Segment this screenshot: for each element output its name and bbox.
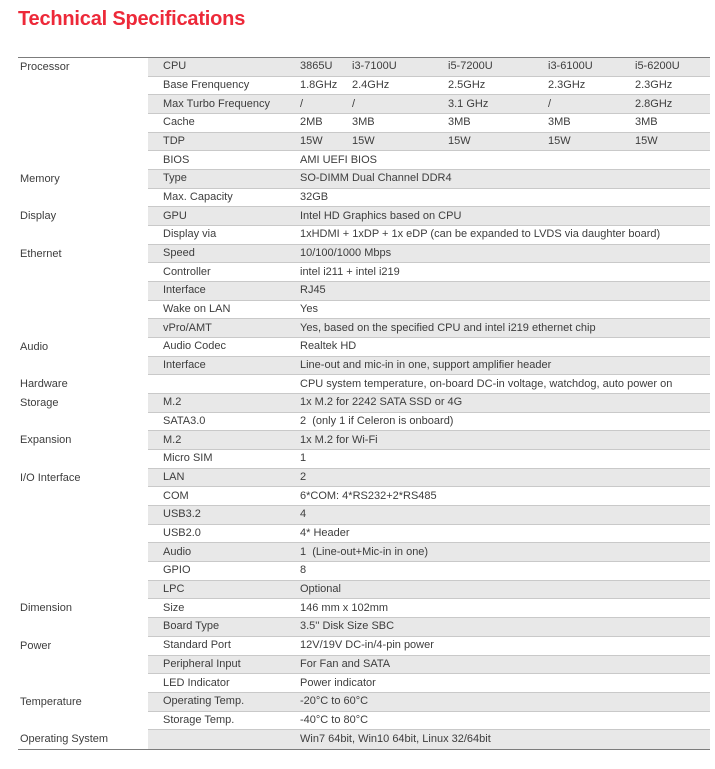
category-cell	[18, 207, 148, 226]
value-cell: 15W	[352, 135, 375, 148]
attr-label: Audio	[163, 546, 192, 558]
category-cell	[18, 450, 148, 469]
attr-label: LAN	[163, 472, 185, 484]
spec-row	[18, 431, 710, 450]
attr-label: LED Indicator	[163, 677, 230, 689]
spec-content-cell	[148, 693, 710, 712]
value-cell: 15W	[300, 135, 323, 148]
category-label: I/O Interface	[20, 471, 81, 484]
category-cell	[18, 114, 148, 133]
category-label: Memory	[20, 172, 60, 185]
value-cell: 1x M.2 for 2242 SATA SSD or 4G	[300, 396, 463, 409]
value-cell: 3MB	[635, 116, 658, 129]
value-cell: 12V/19V DC-in/4-pin power	[300, 639, 434, 652]
value-cell: i5-6200U	[635, 60, 680, 73]
spec-row	[18, 525, 710, 544]
spec-row	[18, 637, 710, 656]
attr-label: BIOS	[163, 154, 190, 166]
value-cell: 2.4GHz	[352, 79, 390, 91]
spec-table	[18, 57, 710, 750]
value-cell: 2.5GHz	[448, 79, 486, 91]
category-cell	[18, 282, 148, 301]
value-cell: i3-6100U	[548, 60, 593, 73]
value-cell: 8	[300, 564, 307, 577]
value-cell: /	[548, 97, 552, 110]
value-cell: Win7 64bit, Win10 64bit, Linux 32/64bit	[300, 733, 491, 746]
value-cell: i5-7200U	[448, 60, 493, 73]
spec-row	[18, 562, 710, 581]
value-cell: i3-7100U	[352, 60, 397, 73]
category-label: Processor	[20, 60, 70, 73]
category-label: Power	[20, 639, 52, 652]
spec-content-cell	[148, 525, 710, 544]
value-cell: /	[352, 97, 356, 110]
category-label: Audio	[20, 340, 49, 353]
spec-content-cell	[148, 450, 710, 469]
spec-row	[18, 730, 710, 749]
category-cell	[18, 525, 148, 544]
attr-label: GPIO	[163, 565, 191, 577]
attr-label: Board Type	[163, 621, 220, 633]
spec-row	[18, 189, 710, 208]
attr-label: Type	[163, 173, 187, 185]
category-cell	[18, 712, 148, 731]
spec-content-cell	[148, 581, 710, 600]
spec-row	[18, 151, 710, 170]
spec-content-cell	[148, 431, 710, 450]
category-cell	[18, 151, 148, 170]
spec-row	[18, 245, 710, 264]
spec-content-cell	[148, 319, 710, 338]
value-cell: 3.5'' Disk Size SBC	[300, 620, 395, 633]
category-cell	[18, 730, 148, 749]
spec-content-cell	[148, 263, 710, 282]
category-cell	[18, 637, 148, 656]
value-cell: 15W	[635, 135, 658, 148]
value-cell: intel i211 + intel i219	[300, 265, 400, 278]
category-label: Operating System	[20, 733, 109, 746]
category-cell	[18, 77, 148, 96]
spec-content-cell	[148, 599, 710, 618]
spec-row	[18, 338, 710, 357]
attr-label: GPU	[163, 210, 187, 222]
attr-label: CPU	[163, 61, 187, 73]
attr-label: Audio Codec	[163, 341, 226, 353]
category-cell	[18, 487, 148, 506]
spec-row	[18, 301, 710, 320]
spec-row	[18, 394, 710, 413]
spec-content-cell	[148, 413, 710, 432]
spec-content-cell	[148, 95, 710, 114]
category-label: Dimension	[20, 602, 72, 615]
value-cell: 1xHDMI + 1xDP + 1x eDP (can be expanded to LVDS via daughter board)	[300, 228, 661, 241]
spec-row	[18, 133, 710, 152]
value-cell: CPU system temperature, on-board DC-in voltage, watchdog, auto power on	[300, 377, 673, 390]
spec-content-cell	[148, 469, 710, 488]
value-cell: 1.8GHz	[300, 79, 338, 91]
value-cell: SO-DIMM Dual Channel DDR4	[300, 172, 452, 185]
category-label: Storage	[20, 396, 59, 409]
value-cell: 1	[300, 452, 307, 465]
spec-row	[18, 656, 710, 675]
attr-label: SATA3.0	[163, 416, 206, 428]
spec-row	[18, 58, 710, 77]
category-cell	[18, 562, 148, 581]
spec-content-cell	[148, 170, 710, 189]
value-cell: 2.8GHz	[635, 97, 673, 110]
spec-content-cell	[148, 301, 710, 320]
value-cell: /	[300, 97, 304, 110]
value-cell: Yes, based on the specified CPU and intel i219 ethernet chip	[300, 321, 596, 334]
spec-content-cell	[148, 656, 710, 675]
value-cell: 2	[300, 471, 307, 484]
category-label: Temperature	[20, 695, 82, 708]
spec-content-cell	[148, 637, 710, 656]
category-cell	[18, 618, 148, 637]
spec-row	[18, 282, 710, 301]
attr-label: Storage Temp.	[163, 714, 235, 726]
attr-label: Micro SIM	[163, 453, 213, 465]
spec-row	[18, 618, 710, 637]
spec-content-cell	[148, 189, 710, 208]
attr-label: M.2	[163, 397, 182, 409]
value-cell: -40°C to 80°C	[300, 713, 369, 726]
category-cell	[18, 357, 148, 376]
value-cell: 3MB	[352, 116, 375, 129]
category-cell	[18, 506, 148, 525]
category-cell	[18, 543, 148, 562]
value-cell: 15W	[448, 135, 471, 148]
category-cell	[18, 58, 148, 77]
attr-label: Controller	[163, 266, 211, 278]
category-cell	[18, 431, 148, 450]
category-cell	[18, 693, 148, 712]
attr-label: Max. Capacity	[163, 192, 233, 204]
attr-label: Standard Port	[163, 640, 231, 652]
spec-content-cell	[148, 730, 710, 749]
spec-row	[18, 469, 710, 488]
attr-label: Display via	[163, 229, 217, 241]
attr-label: COM	[163, 490, 189, 502]
attr-label: TDP	[163, 136, 185, 148]
attr-label: LPC	[163, 584, 185, 596]
spec-content-cell	[148, 618, 710, 637]
attr-label: Interface	[163, 360, 206, 372]
attr-label: Operating Temp.	[163, 696, 245, 708]
attr-label: vPro/AMT	[163, 322, 212, 334]
spec-row	[18, 506, 710, 525]
attr-label: Wake on LAN	[163, 304, 231, 316]
category-cell	[18, 375, 148, 394]
spec-row	[18, 413, 710, 432]
spec-row	[18, 263, 710, 282]
value-cell: 10/100/1000 Mbps	[300, 247, 392, 260]
spec-content-cell	[148, 133, 710, 152]
category-cell	[18, 189, 148, 208]
attr-label: Cache	[163, 117, 195, 129]
spec-content-cell	[148, 151, 710, 170]
page-title: Technical Specifications	[18, 8, 246, 30]
spec-content-cell	[148, 487, 710, 506]
attr-label: Speed	[163, 248, 195, 260]
spec-content-cell	[148, 226, 710, 245]
value-cell: 3MB	[548, 116, 571, 129]
category-cell	[18, 469, 148, 488]
category-cell	[18, 133, 148, 152]
category-cell	[18, 245, 148, 264]
value-cell: Realtek HD	[300, 340, 357, 353]
spec-row	[18, 712, 710, 731]
attr-label: Base Frenquency	[163, 80, 250, 91]
category-label: Ethernet	[20, 247, 62, 260]
spec-row	[18, 95, 710, 114]
value-cell: For Fan and SATA	[300, 657, 391, 670]
attr-label: Max Turbo Frequency	[163, 98, 270, 110]
spec-row	[18, 207, 710, 226]
category-cell	[18, 338, 148, 357]
spec-row	[18, 375, 710, 394]
value-cell: 3MB	[448, 116, 471, 129]
value-cell: 2 (only 1 if Celeron is onboard)	[300, 415, 454, 428]
spec-row	[18, 693, 710, 712]
spec-content-cell	[148, 245, 710, 264]
category-cell	[18, 674, 148, 693]
spec-row	[18, 487, 710, 506]
category-cell	[18, 394, 148, 413]
category-cell	[18, 263, 148, 282]
attr-label: USB2.0	[163, 528, 201, 540]
spec-content-cell	[148, 543, 710, 562]
category-cell	[18, 656, 148, 675]
value-cell: 3.1 GHz	[448, 97, 489, 110]
spec-content-cell	[148, 357, 710, 376]
spec-row	[18, 581, 710, 600]
spec-content-cell	[148, 77, 710, 96]
spec-row	[18, 599, 710, 618]
spec-row	[18, 319, 710, 338]
category-cell	[18, 581, 148, 600]
category-cell	[18, 413, 148, 432]
category-cell	[18, 301, 148, 320]
value-cell: RJ45	[300, 284, 326, 297]
spec-content-cell	[148, 375, 710, 394]
value-cell: 3865U	[300, 60, 333, 73]
attr-label: Interface	[163, 285, 206, 297]
value-cell: 146 mm x 102mm	[300, 601, 389, 614]
category-cell	[18, 319, 148, 338]
spec-row	[18, 674, 710, 693]
spec-row	[18, 357, 710, 376]
value-cell: 4	[300, 508, 307, 521]
spec-content-cell	[148, 58, 710, 77]
spec-row	[18, 226, 710, 245]
attr-label: Size	[163, 602, 185, 614]
spec-content-cell	[148, 562, 710, 581]
attr-label: M.2	[163, 434, 182, 446]
spec-content-cell	[148, 207, 710, 226]
spec-row	[18, 114, 710, 133]
spec-content-cell	[148, 674, 710, 693]
value-cell: 1x M.2 for Wi-Fi	[300, 433, 378, 446]
category-label: Display	[20, 210, 57, 223]
category-cell	[18, 170, 148, 189]
spec-row	[18, 170, 710, 189]
category-cell	[18, 95, 148, 114]
value-cell: 4* Header	[300, 527, 350, 540]
category-label: Expansion	[20, 434, 72, 447]
value-cell: 2.3GHz	[548, 79, 586, 91]
spec-content-cell	[148, 338, 710, 357]
value-cell: -20°C to 60°C	[300, 695, 369, 708]
value-cell: Power indicator	[300, 676, 376, 689]
value-cell: 1 (Line-out+Mic-in in one)	[300, 545, 429, 558]
spec-content-cell	[148, 282, 710, 301]
value-cell: 32GB	[300, 191, 329, 204]
value-cell: 2.3GHz	[635, 79, 673, 91]
spec-content-cell	[148, 506, 710, 525]
value-cell: 6*COM: 4*RS232+2*RS485	[300, 489, 437, 502]
spec-row	[18, 450, 710, 469]
value-cell: Yes	[300, 303, 318, 316]
value-cell: Line-out and mic-in in one, support amplifier header	[300, 359, 552, 372]
category-label: Hardware	[20, 378, 68, 391]
spec-content-cell	[148, 712, 710, 731]
spec-content-cell	[148, 114, 710, 133]
category-cell	[18, 599, 148, 618]
value-cell: 2MB	[300, 116, 323, 129]
value-cell: AMI UEFI BIOS	[300, 153, 378, 166]
spec-row	[18, 77, 710, 96]
category-cell	[18, 226, 148, 245]
value-cell: Intel HD Graphics based on CPU	[300, 209, 462, 222]
spec-row	[18, 543, 710, 562]
value-cell: 15W	[548, 135, 571, 148]
attr-label: USB3.2	[163, 509, 201, 521]
value-cell: Optional	[300, 583, 341, 596]
attr-label: Peripheral Input	[163, 658, 241, 670]
spec-content-cell	[148, 394, 710, 413]
